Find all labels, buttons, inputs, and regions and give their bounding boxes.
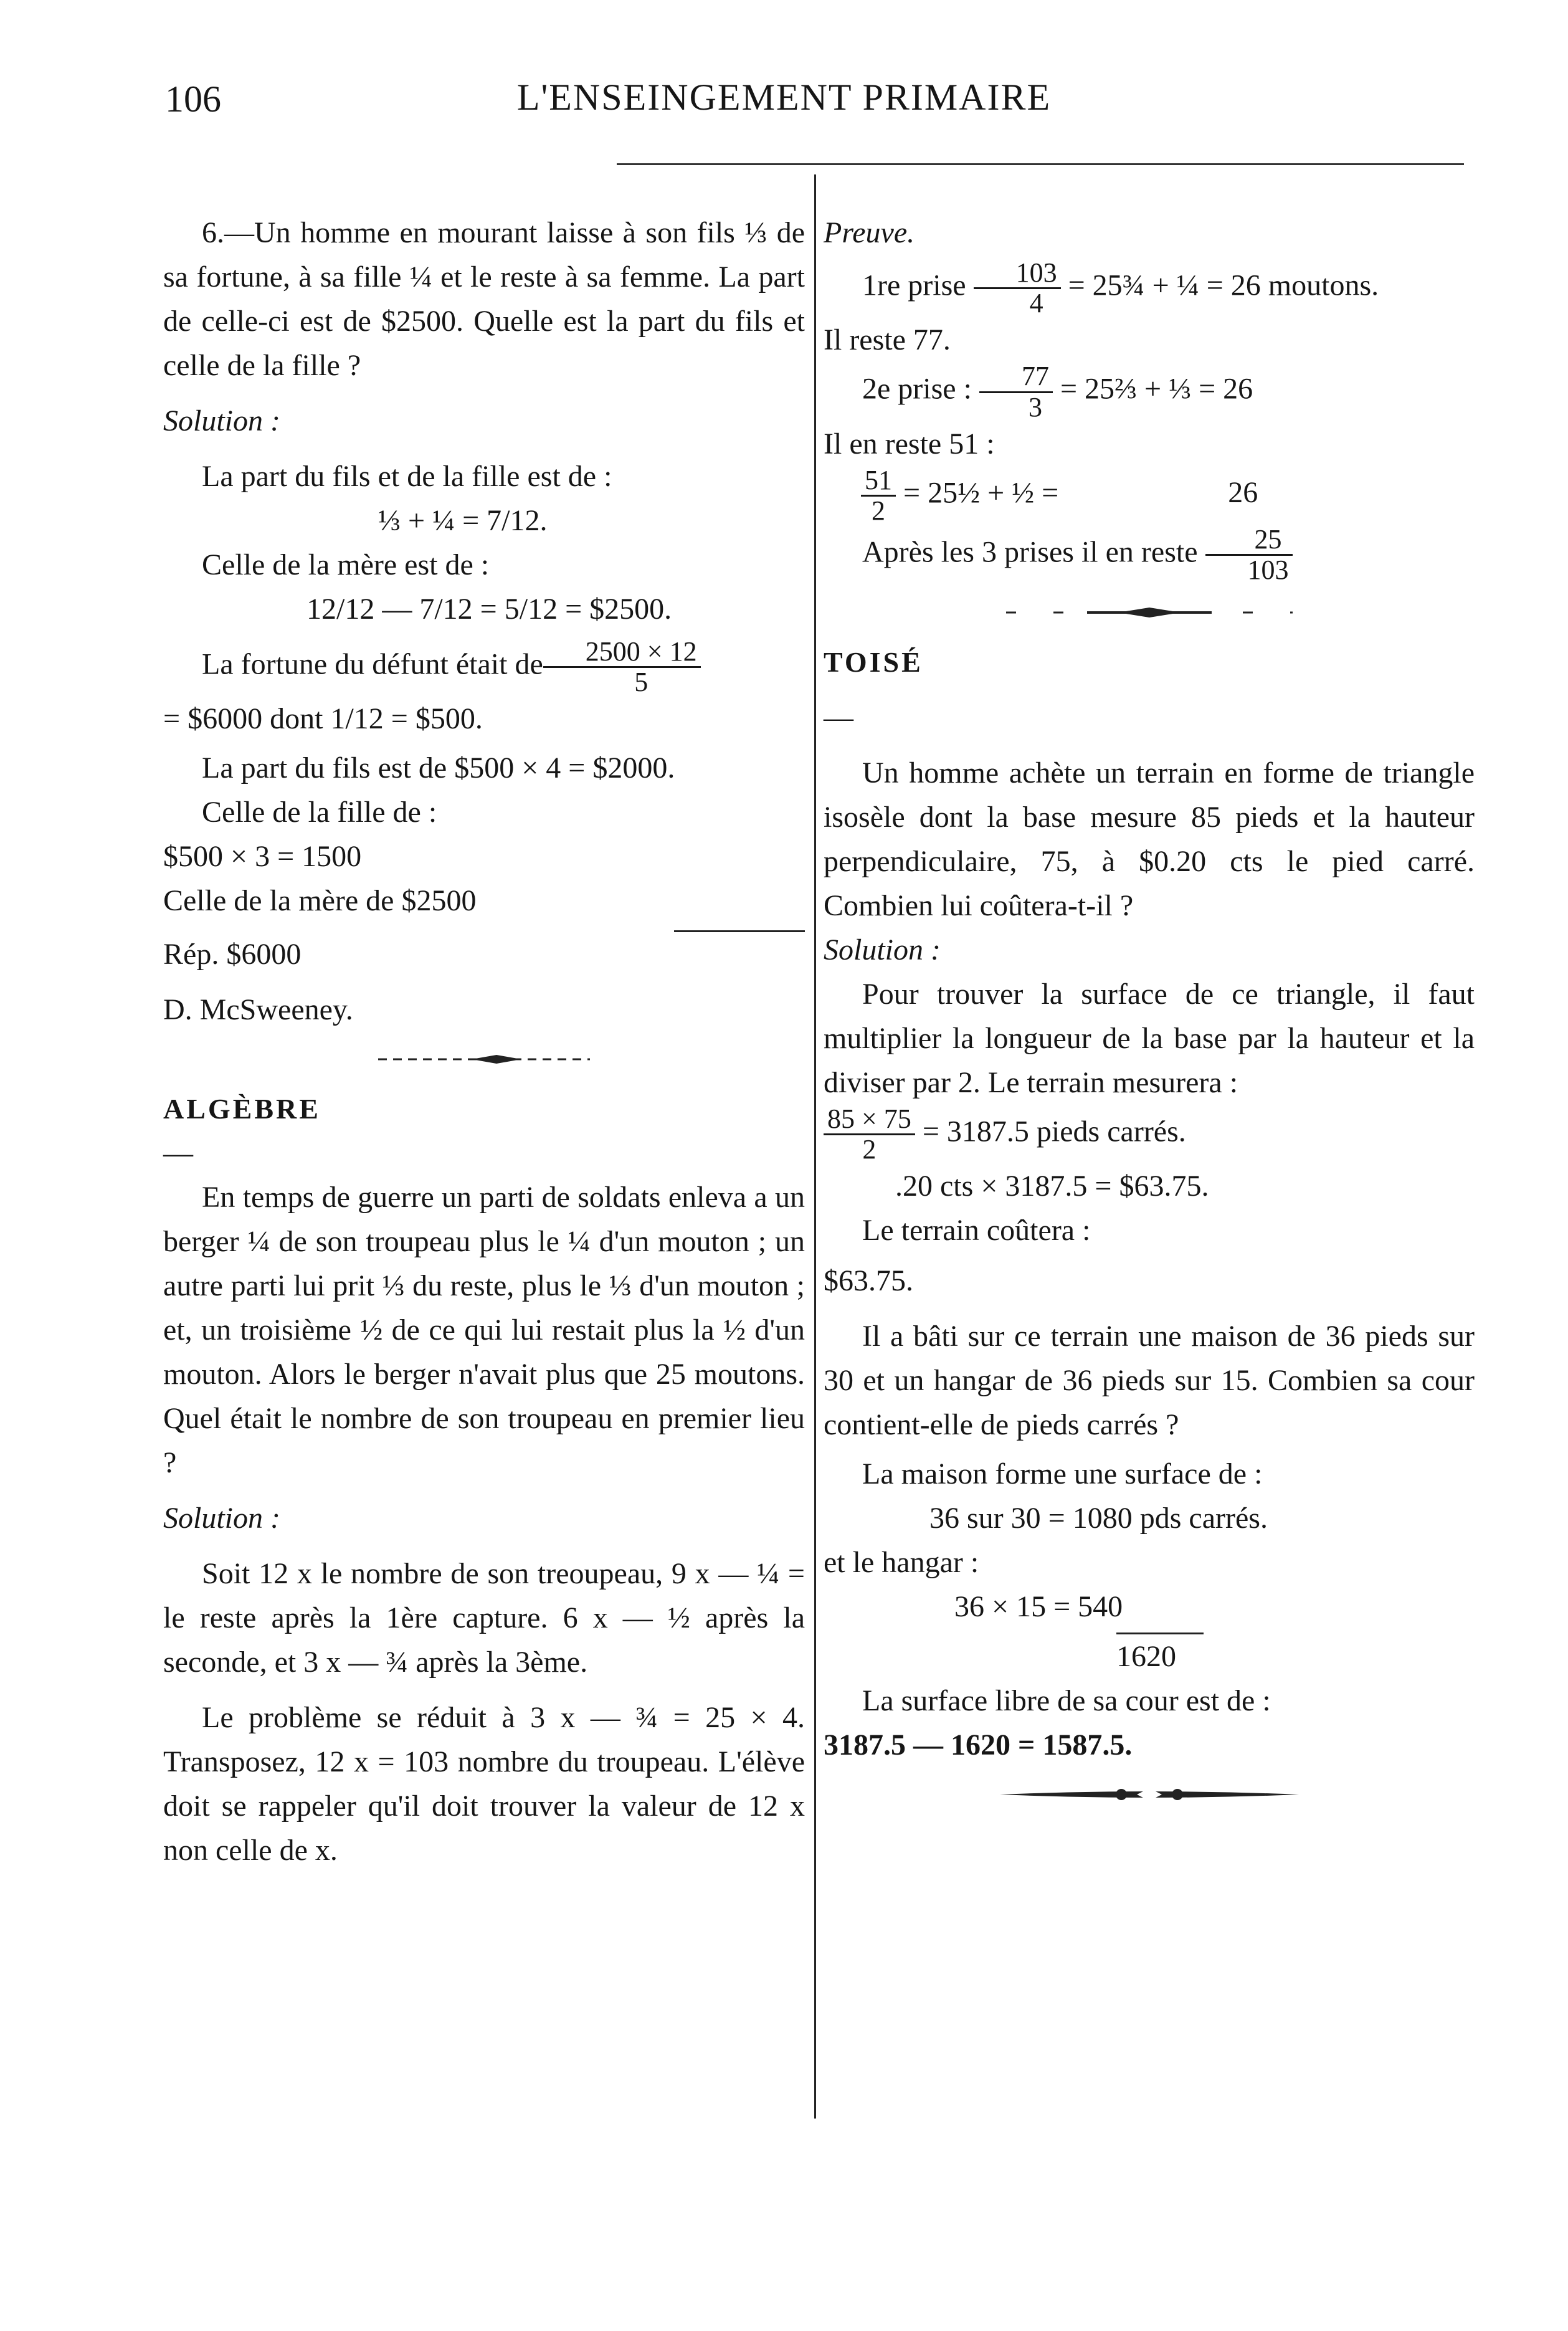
section-title-algebre: ALGÈBRE: [163, 1093, 321, 1125]
ornament-divider: [987, 1782, 1311, 1807]
toise-line: 36 × 15 = 540: [954, 1590, 1123, 1623]
fortune-label: La fortune du défunt était de: [202, 647, 543, 681]
left-column: [163, 211, 805, 1872]
proof-line: [824, 525, 1475, 584]
toise-solution: Pour trouver la surface de ce triangle, il faut multiplier la longueur de la base par la hauteur et la diviser par 2. Le terrain mesurera :: [824, 977, 1475, 1099]
solution-line: Celle de la fille de :: [202, 796, 437, 829]
toise-line: La surface libre de sa cour est de :: [862, 1684, 1271, 1717]
problem-6: 6.—Un homme en mourant laisse à son fils ⅓ de sa fortune, à sa fille ¼ et le reste à sa femme. La part de celle-ci est de $2500. Quelle est la part du fils et celle de la fille ?: [163, 216, 805, 382]
proof-line: [824, 362, 1475, 421]
solution-line: $500 × 3 = 1500: [163, 840, 362, 874]
proof-line: Il reste 77.: [824, 323, 951, 357]
proof-value: 26: [1228, 476, 1258, 510]
proof-line: [824, 259, 1475, 318]
fraction-numerator: 25: [1205, 525, 1293, 556]
area-result: = 3187.5 pieds carrés.: [922, 1115, 1186, 1148]
algebra-solution: Le problème se réduit à 3 x — ¾ = 25 × 4. Transposez, 12 x = 103 nombre du troupeau. L'élève doit se rappeler qu'il doit trouver la valeur de 12 x non celle de x.: [163, 1701, 805, 1867]
fraction-numerator: 2500 × 12: [543, 637, 701, 668]
fraction-denominator: 2: [872, 495, 885, 526]
ornament-divider: [366, 1047, 602, 1072]
fraction-denominator: 103: [1247, 555, 1289, 586]
fraction-numerator: 51: [861, 466, 896, 497]
solution-line: 12/12 — 7/12 = 5/12 = $2500.: [306, 593, 672, 626]
fraction-denominator: 5: [634, 667, 649, 698]
fraction-numerator: 103: [974, 259, 1061, 289]
solution-line: La part du fils et de la fille est de :: [202, 460, 612, 493]
section-title-toise: TOISÉ: [824, 646, 923, 678]
solution-line: ⅓ + ¼ = 7/12.: [378, 504, 548, 537]
fraction-numerator: 77: [979, 362, 1053, 393]
solution-heading: Solution :: [163, 404, 280, 437]
answer-line: Rép. $6000: [163, 938, 302, 971]
ornament-divider: [994, 600, 1305, 625]
fraction-denominator: 3: [1028, 391, 1042, 422]
header-rule: [617, 163, 1464, 165]
proof-heading: Preuve.: [824, 216, 915, 249]
toise-line: et le hangar :: [824, 1545, 979, 1579]
solution-line: Celle de la mère est de :: [202, 548, 490, 581]
proof-fraction: [979, 362, 1053, 421]
toise-line: La maison forme une surface de :: [862, 1457, 1263, 1490]
right-column: [824, 211, 1475, 1822]
toise-line: 3187.5 — 1620 = 1587.5.: [824, 1728, 1133, 1761]
page-number: 106: [165, 79, 221, 120]
proof-label: 1re prise: [862, 269, 966, 302]
solution-line: = $6000 dont 1/12 = $500.: [163, 702, 483, 736]
proof-fraction: [861, 466, 896, 525]
proof-line: Il en reste 51 :: [824, 427, 995, 460]
running-title: L'ENSEINGEMENT PRIMAIRE: [516, 77, 1052, 118]
algebra-solution: Soit 12 x le nombre de son treoupeau, 9 x — ¼ = le reste après la 1ère capture. 6 x — ½ après la seconde, et 3 x — ¾ après la 3ème.: [163, 1557, 805, 1679]
column-divider: [814, 174, 816, 2119]
area-fraction: [824, 1105, 915, 1164]
proof-label: 2e prise :: [862, 373, 972, 406]
proof-result: = 25¾ + ¼ = 26 moutons.: [1068, 269, 1379, 302]
proof-result: = 25½ + ½ =: [903, 476, 1059, 510]
proof-result: = 25⅔ + ⅓ = 26: [1060, 373, 1253, 406]
solution-heading: Solution :: [163, 1502, 280, 1535]
proof-line: [824, 466, 1475, 525]
fraction-denominator: 2: [862, 1133, 877, 1165]
toise-line: $63.75.: [824, 1264, 913, 1297]
toise-problem: Un homme achète un terrain en forme de triangle isosèle dont la base mesure 85 pieds et la hauteur perpendiculaire, 75, à $0.20 cts le pied carré. Combien lui coûtera-t-il ?: [824, 756, 1475, 922]
solution-line: Celle de la mère de $2500: [163, 884, 477, 918]
toise-line: 1620: [1116, 1639, 1176, 1673]
algebra-problem: En temps de guerre un parti de soldats enleva a un berger ¼ de son troupeau plus le ¼ d'un mouton ; un autre parti lui prit ⅓ du reste, plus le ⅓ d'un mouton ; et, un troisième ½ de ce qui lui restait plus la ½ d'un mouton. Alors le berger n'avait plus que 25 moutons. Quel était le nombre de son troupeau en premier lieu ?: [163, 1181, 805, 1480]
author-signature: D. McSweeney.: [163, 993, 353, 1027]
fortune-fraction: [543, 637, 701, 697]
solution-line: [163, 637, 805, 697]
solution-line: La part du fils est de $500 × 4 = $2000.: [202, 751, 675, 785]
toise-line: .20 cts × 3187.5 = $63.75.: [895, 1169, 1209, 1203]
toise-problem-2: Il a bâti sur ce terrain une maison de 36 pieds sur 30 et un hangar de 36 pieds sur 15. Combien sa cour contient-elle de pieds carrés ?: [824, 1319, 1475, 1441]
section-dash: —: [163, 1137, 193, 1170]
section-dash: —: [824, 700, 853, 734]
solution-heading: Solution :: [824, 933, 941, 966]
proof-label: Après les 3 prises il en reste: [862, 535, 1198, 569]
toise-line: [824, 1105, 1475, 1164]
proof-fraction: [974, 259, 1061, 318]
toise-line: 36 sur 30 = 1080 pds carrés.: [929, 1501, 1268, 1535]
proof-fraction: [1205, 525, 1293, 584]
fraction-numerator: 85 × 75: [824, 1105, 915, 1135]
fraction-denominator: 4: [1029, 288, 1043, 319]
toise-line: Le terrain coûtera :: [862, 1213, 1091, 1247]
